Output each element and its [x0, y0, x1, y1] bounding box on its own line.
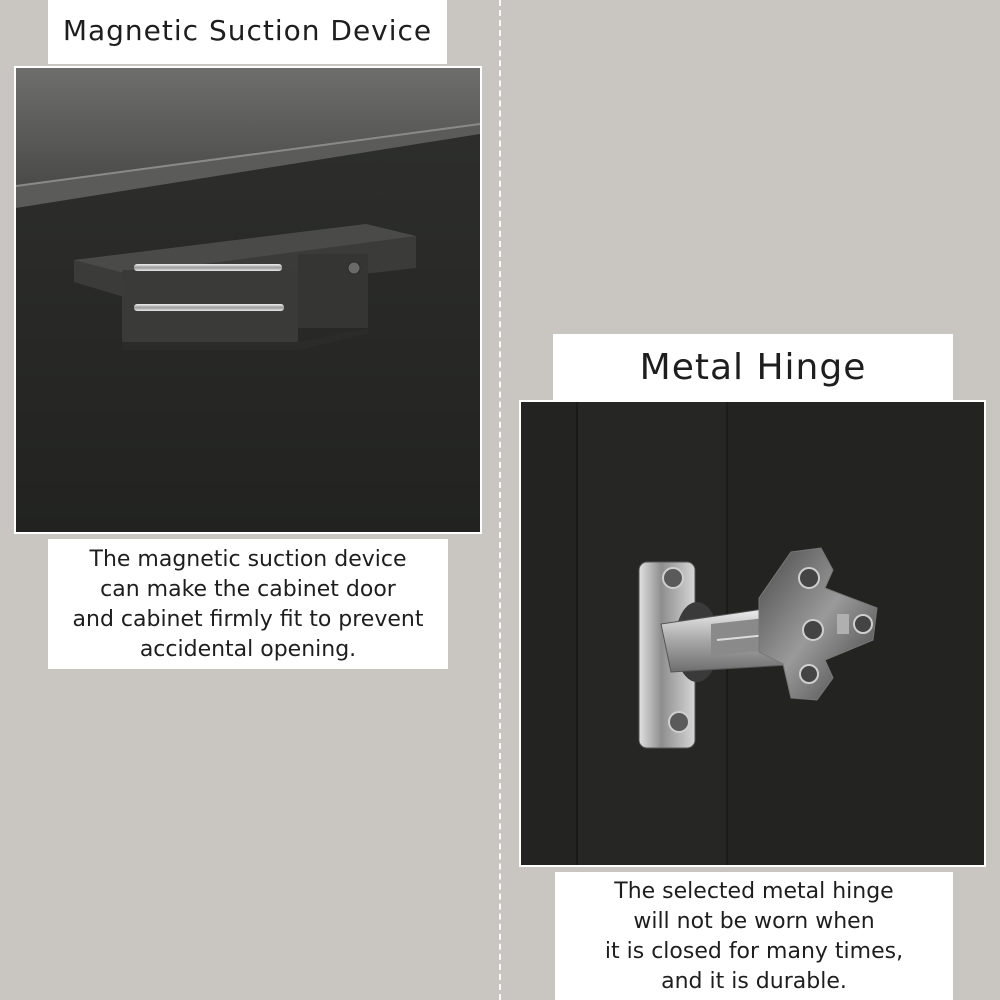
description-line: it is closed for many times,	[604, 939, 904, 964]
hinge-illustration	[521, 402, 984, 865]
magnetic-latch-illustration	[16, 68, 480, 532]
description-line: The selected metal hinge	[614, 879, 894, 904]
magnetic-suction-description	[48, 539, 448, 669]
dashed-divider	[499, 0, 501, 1000]
description-line: will not be worn when	[633, 909, 875, 934]
magnetic-suction-title: Magnetic Suction Device	[48, 0, 447, 64]
description-line: and it is durable.	[661, 969, 847, 994]
description-line: can make the cabinet door	[100, 577, 396, 602]
description-line: accidental opening.	[139, 637, 357, 662]
metal-hinge-title: Metal Hinge	[553, 334, 953, 401]
description-line: The magnetic suction device	[89, 547, 407, 572]
magnetic-suction-photo	[14, 66, 482, 534]
description-line: and cabinet firmly fit to prevent	[72, 607, 424, 632]
metal-hinge-description	[555, 872, 953, 1000]
metal-hinge-photo	[519, 400, 986, 867]
